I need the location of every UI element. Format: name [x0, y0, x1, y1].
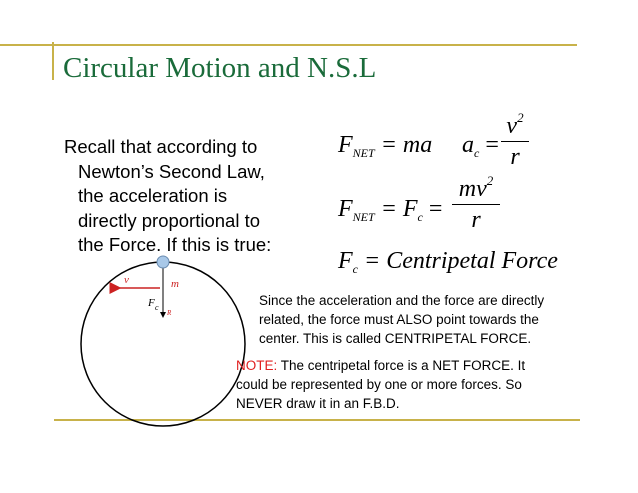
- velocity-label: v: [124, 274, 129, 286]
- force-label-sub: c: [155, 303, 159, 312]
- eq3-equals: =: [428, 196, 443, 222]
- net-force-note: [236, 356, 556, 413]
- eq3-lhs: F: [338, 196, 353, 222]
- body-line: the Force. If this is true:: [78, 234, 272, 255]
- eq2-lhs: a: [462, 132, 474, 158]
- eq2-equals: =: [485, 132, 499, 158]
- force-label: F: [148, 297, 155, 309]
- frac1-denominator: r: [510, 144, 520, 171]
- note-label: NOTE:: [236, 358, 278, 373]
- eq1-lhs: F: [338, 132, 353, 158]
- mass-label: m: [171, 278, 179, 290]
- slide-title: Circular Motion and N.S.L: [63, 52, 377, 84]
- eq4-rhs: = Centripetal Force: [364, 248, 558, 274]
- frac2-numerator: $mv^2$: [458, 173, 494, 202]
- radius-label: R: [167, 309, 172, 317]
- body-line: Newton’s Second Law,: [78, 160, 265, 182]
- force-arrow-head: [160, 312, 166, 318]
- mass-ball: [157, 256, 169, 268]
- eq1-lhs-sub: NET: [352, 146, 375, 160]
- centripetal-explanation: Since the acceleration and the force are directly related, the force must ALSO point towards the center. This is called CENTRIPETAL FORCE.: [259, 293, 545, 346]
- frac1-numerator: $v^2$: [506, 110, 524, 139]
- note-text: The centripetal force is a NET FORCE. It could be represented by one or more forces. So NEVER draw it in an F.B.D.: [236, 358, 526, 411]
- eq3-mid: = F: [380, 196, 418, 222]
- eq2-lhs-sub: c: [474, 146, 480, 160]
- eq3-lhs-sub: NET: [352, 210, 375, 224]
- body-line: directly proportional to: [78, 209, 261, 231]
- body-line: Recall that according to: [64, 136, 258, 157]
- eq1-rhs: = ma: [380, 132, 433, 158]
- frac2-denominator: r: [471, 207, 481, 234]
- eq3-mid-sub: c: [417, 210, 423, 224]
- eq4-lhs-sub: c: [352, 262, 358, 276]
- eq4-lhs: F: [338, 248, 353, 274]
- body-line: the acceleration is: [78, 185, 228, 206]
